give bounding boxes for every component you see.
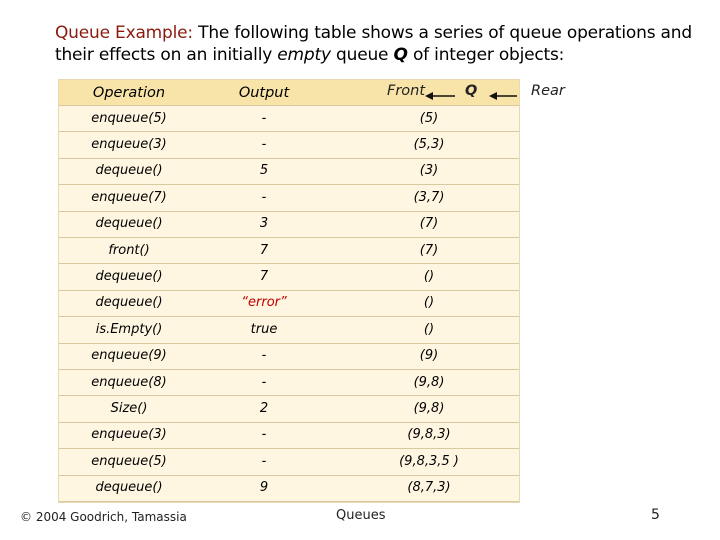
title-text-2: queue (330, 45, 394, 65)
arrow-left-icon (425, 91, 457, 101)
cell-operation: enqueue(7) (91, 189, 167, 205)
cell-operation: dequeue() (95, 295, 163, 311)
table-row (59, 131, 519, 158)
cell-output: - (261, 110, 267, 126)
arrow-left-icon (489, 91, 519, 101)
cell-operation: dequeue() (95, 216, 163, 232)
cell-output: - (261, 453, 267, 469)
header-operation: Operation (92, 84, 166, 101)
cell-queue: () (423, 269, 435, 285)
table-row (59, 211, 519, 238)
table-row (59, 316, 519, 343)
cell-queue: (9,8,3,5 ) (399, 453, 459, 469)
cell-operation: enqueue(5) (91, 110, 167, 126)
cell-output: 7 (259, 269, 269, 285)
cell-operation: enqueue(3) (91, 427, 167, 443)
table-row (59, 105, 519, 132)
cell-queue: () (423, 295, 435, 311)
header-output: Output (238, 84, 290, 101)
cell-output: - (261, 348, 267, 364)
cell-operation: enqueue(3) (91, 137, 167, 153)
header-front: Front (387, 83, 426, 99)
cell-output: - (261, 427, 267, 443)
cell-queue: (7) (419, 216, 439, 232)
table-row (59, 237, 519, 264)
footer-title: Queues (336, 508, 386, 523)
cell-operation: front() (108, 242, 150, 258)
header-queue: Q (465, 83, 478, 99)
title-empty-word: empty (277, 45, 331, 65)
cell-output: “error” (241, 295, 287, 311)
cell-queue: (3,7) (413, 189, 445, 205)
cell-output: 2 (259, 401, 269, 417)
table-row (59, 343, 519, 370)
cell-queue: (9,8) (413, 374, 445, 390)
cell-operation: Size() (110, 401, 148, 417)
table-row (59, 369, 519, 396)
cell-output: - (261, 374, 267, 390)
cell-operation: enqueue(8) (91, 374, 167, 390)
cell-operation: is.Empty() (95, 321, 163, 337)
cell-output: - (261, 137, 267, 153)
queue-operations-table (58, 79, 520, 503)
table-row (59, 475, 519, 502)
cell-queue: (8,7,3) (407, 480, 451, 496)
cell-queue: (7) (419, 242, 439, 258)
cell-queue: (5,3) (413, 137, 445, 153)
cell-queue: (9,8) (413, 401, 445, 417)
table-row (59, 184, 519, 211)
table-row (59, 290, 519, 317)
cell-output: 7 (259, 242, 269, 258)
cell-operation: dequeue() (95, 163, 163, 179)
cell-operation: enqueue(9) (91, 348, 167, 364)
cell-queue: (9,8,3) (407, 427, 451, 443)
table-row (59, 448, 519, 475)
cell-queue: (3) (419, 163, 439, 179)
header-rear: Rear (531, 83, 565, 99)
title-q-symbol: Q (393, 45, 408, 65)
table-row (59, 395, 519, 422)
cell-operation: enqueue(5) (91, 453, 167, 469)
copyright-text: © 2004 Goodrich, Tamassia (20, 510, 187, 524)
cell-output: true (250, 321, 278, 337)
cell-output: 5 (259, 163, 269, 179)
cell-operation: dequeue() (95, 480, 163, 496)
table-row (59, 158, 519, 185)
cell-output: - (261, 189, 267, 205)
slide-title (55, 22, 695, 66)
title-lead: Queue Example: (55, 23, 193, 43)
cell-output: 3 (259, 216, 269, 232)
title-text-1: The following table shows a series of queue operations and their effects on an initially (55, 23, 692, 65)
cell-queue: (9) (419, 348, 439, 364)
page-number: 5 (651, 507, 660, 523)
cell-queue: (5) (419, 110, 439, 126)
title-text-3: of integer objects: (407, 45, 565, 65)
cell-operation: dequeue() (95, 269, 163, 285)
cell-output: 9 (259, 480, 269, 496)
cell-queue: () (423, 321, 435, 337)
table-row (59, 263, 519, 290)
table-row (59, 422, 519, 449)
